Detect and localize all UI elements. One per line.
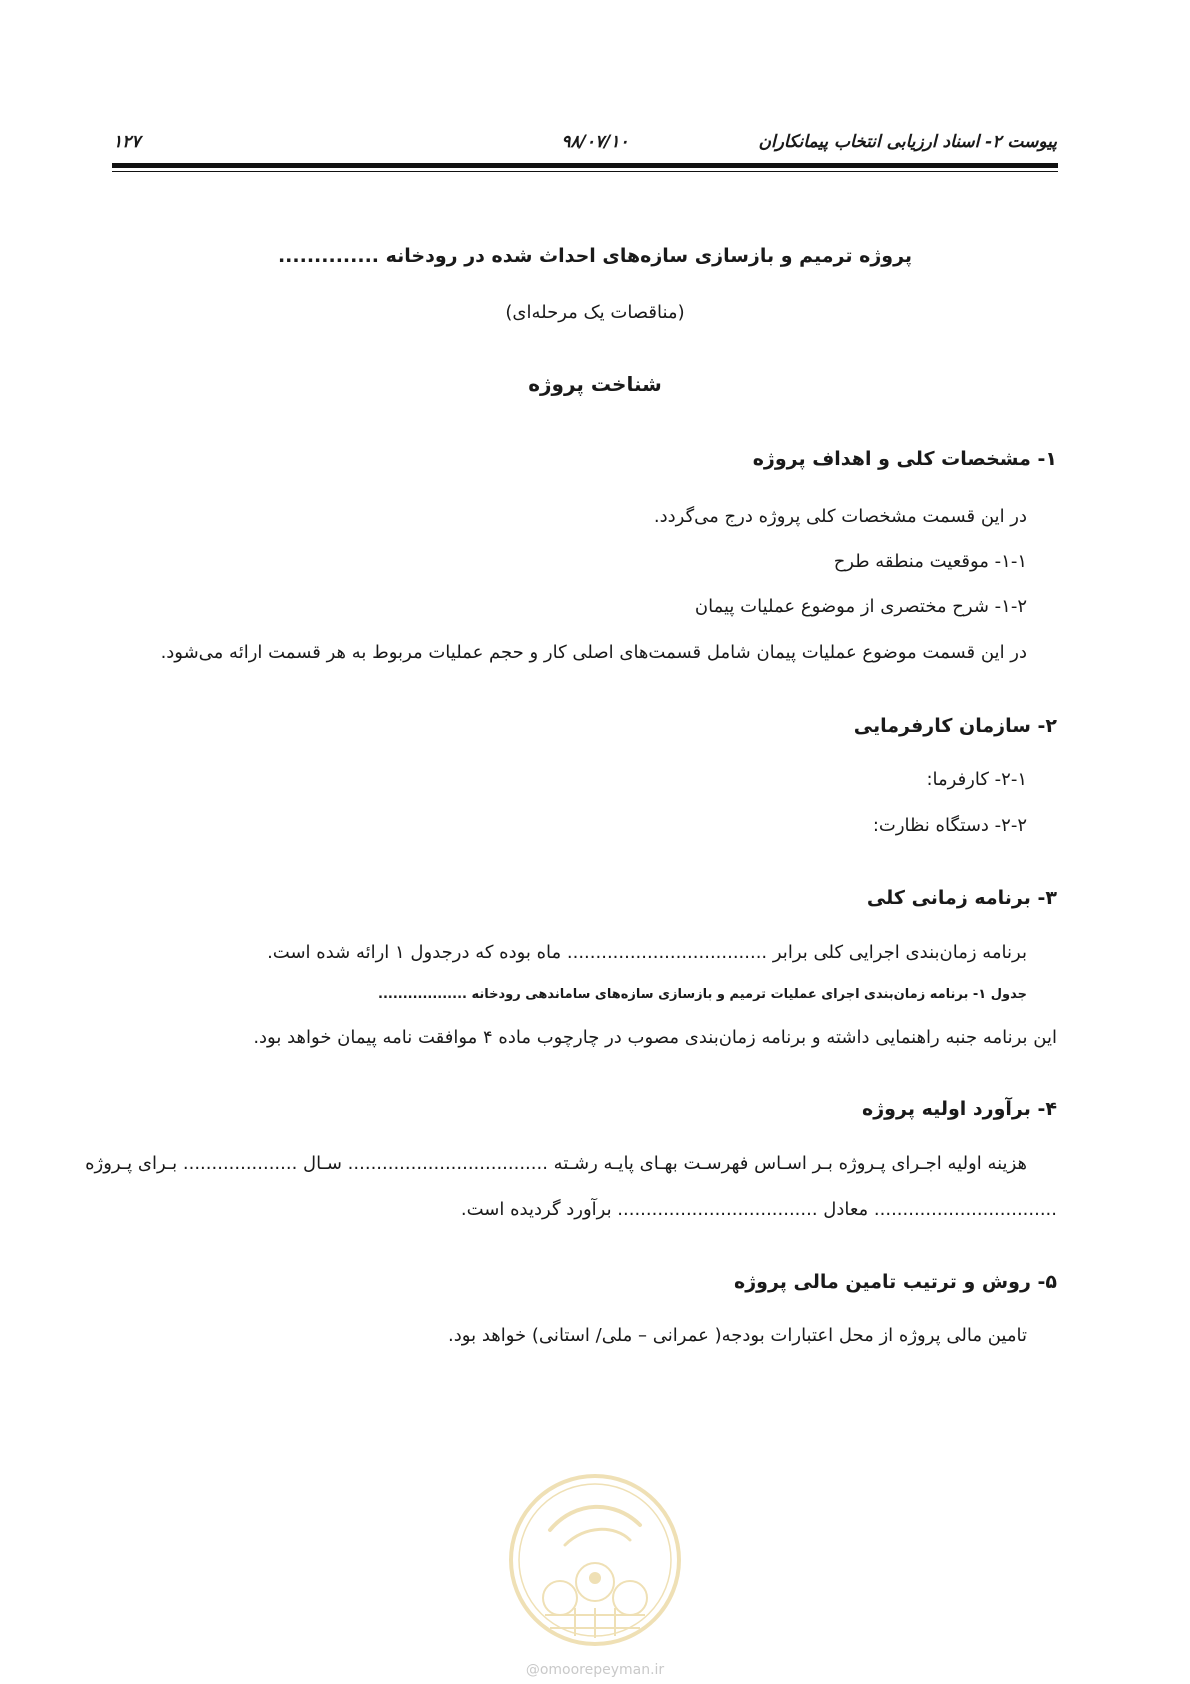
section-5-heading: ۵- روش و ترتیب تامین مالی پروژه (734, 1271, 1057, 1293)
section-2-item-2: ۲-۲- دستگاه نظارت: (872, 815, 1027, 836)
section-4-paragraph-line-1: هزینه اولیه اجـرای پـروژه بـر اسـاس فهرسـت بهـای پایـه رشـته ................................... سـال .................... بـرای پـروژه (85, 1153, 1027, 1174)
section-1-paragraph-1: در این قسمت مشخصات کلی پروژه درج می‌گردد. (653, 506, 1027, 527)
section-1-item-1: ۱-۱- موقعیت منطقه طرح (833, 551, 1027, 572)
header-rule-thin (112, 171, 1058, 172)
section-1-item-2: ۱-۲- شرح مختصری از موضوع عملیات پیمان (694, 596, 1027, 617)
header-title: پیوست ۲- اسناد ارزیابی انتخاب پیمانکاران (758, 132, 1057, 152)
watermark-url: @omoorepeyman.ir (525, 1662, 665, 1678)
section-4-heading: ۴- برآورد اولیه پروژه (862, 1098, 1057, 1120)
section-3-paragraph-1: برنامه زمان‌بندی اجرایی کلی برابر ................................... ماه بوده که درجدول ۱ ارائه شده است. (267, 942, 1027, 963)
document-subtitle: (مناقصات یک مرحله‌ای) (505, 302, 685, 323)
section-1-paragraph-2: در این قسمت موضوع عملیات پیمان شامل قسمت‌های اصلی کار و حجم عملیات مربوط به هر قسمت ارائه می‌شود. (160, 642, 1027, 663)
header-date: ۹۸/۰۷/۱۰ (561, 132, 629, 152)
section-5-paragraph: تامین مالی پروژه از محل اعتبارات بودجه( عمرانی – ملی/ استانی) خواهد بود. (448, 1325, 1027, 1346)
document-title: پروژه ترمیم و بازسازی سازه‌های احداث شده در رودخانه .............. (277, 245, 913, 267)
table-1-caption: جدول ۱- برنامه زمان‌بندی اجرای عملیات ترمیم و بازسازی سازه‌های ساماندهی رودخانه .................. (378, 987, 1027, 1002)
header-rule-thick (112, 163, 1058, 168)
seal-logo-icon (505, 1470, 685, 1650)
section-1-heading: ۱- مشخصات کلی و اهداف پروژه (752, 448, 1057, 470)
section-2-heading: ۲- سازمان کارفرمایی (853, 715, 1057, 737)
document-subheading: شناخت پروژه (528, 372, 662, 396)
section-2-item-1: ۲-۱- کارفرما: (926, 769, 1027, 790)
section-4-paragraph-line-2: ................................ معادل ................................... برآورد گردیده است. (460, 1199, 1057, 1220)
section-3-paragraph-2: این برنامه جنبه راهنمایی داشته و برنامه زمان‌بندی مصوب در چارچوب ماده ۴ موافقت نامه پیمان خواهد بود. (253, 1027, 1057, 1048)
page-number: ۱۲۷ (113, 132, 141, 152)
section-3-heading: ۳- برنامه زمانی کلی (866, 887, 1057, 909)
